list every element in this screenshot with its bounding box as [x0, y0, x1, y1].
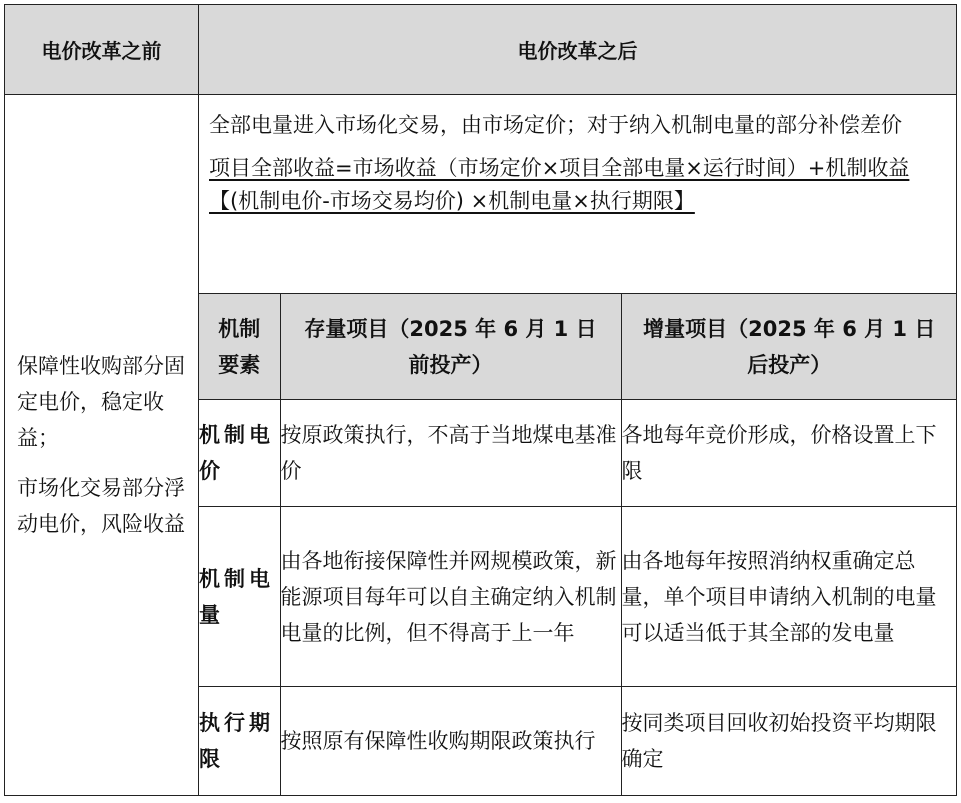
table-row	[199, 687, 957, 795]
before-reform-cell	[5, 95, 199, 796]
after-reform-summary	[199, 95, 957, 294]
table-row	[199, 400, 957, 507]
new-price-cell: 各地每年竞价形成，价格设置上下限	[621, 400, 957, 507]
new-term-cell: 按同类项目回收初始投资平均期限确定	[621, 687, 957, 795]
header-before: 电价改革之前	[5, 5, 199, 95]
existing-volume-cell: 由各地衔接保障性并网规模政策，新能源项目每年可以自主确定纳入机制电量的比例，但不得高于上一年	[280, 507, 621, 687]
row-label-term: 执行期限	[199, 687, 280, 795]
fixed-price-text: 保障性收购部分固定电价，稳定收益；	[17, 353, 185, 450]
new-volume-cell: 由各地每年按照消纳权重确定总量，单个项目申请纳入机制的电量可以适当低于其全部的发电量	[621, 507, 957, 687]
table-row	[199, 507, 957, 687]
existing-term-cell: 按照原有保障性收购期限政策执行	[280, 687, 621, 795]
mechanism-cell	[199, 294, 957, 796]
revenue-formula: 项目全部收益=市场收益（市场定价×项目全部电量×运行时间）+机制收益【(机制电价-市场交易均价) ×机制电量×执行期限】	[209, 156, 910, 213]
existing-price-cell: 按原政策执行，不高于当地煤电基准价	[280, 400, 621, 507]
reform-comparison-table	[4, 4, 957, 796]
header-after: 电价改革之后	[199, 5, 957, 95]
col-header-new: 增量项目（2025 年 6 月 1 日后投产）	[621, 294, 957, 400]
row-label-volume: 机制电量	[199, 507, 280, 687]
mechanism-table	[199, 294, 957, 795]
floating-price-text: 市场化交易部分浮动电价，风险收益	[17, 475, 185, 536]
row-label-price: 机制电价	[199, 400, 280, 507]
col-header-element: 机制要素	[199, 294, 280, 400]
col-header-existing: 存量项目（2025 年 6 月 1 日前投产）	[280, 294, 621, 400]
market-pricing-text: 全部电量进入市场化交易，由市场定价；对于纳入机制电量的部分补偿差价	[209, 113, 902, 137]
